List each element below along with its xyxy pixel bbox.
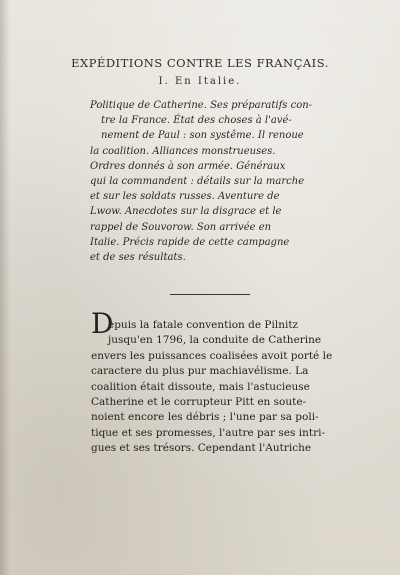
summary-line: qui la commandent : détails sur la marche — [90, 176, 305, 188]
summary-line: nement de Paul : son systême. Il renoue — [101, 130, 304, 142]
body-line: epuis la fatale convention de Pilnitz — [108, 319, 299, 331]
body-line: gues et ses trésors. Cependant l'Autriche — [91, 442, 312, 455]
summary-line: Ordres donnés à son armée. Généraux — [90, 160, 286, 172]
summary-line: et de ses résultats. — [90, 252, 186, 264]
chapter-summary — [90, 98, 340, 265]
summary-line: Politique de Catherine. Ses préparatifs con- — [90, 100, 313, 111]
summary-line: rappel de Souvorow. Son arrivée en — [90, 221, 272, 233]
body-line: noient encore les débris ; l'une par sa poli- — [91, 411, 319, 424]
summary-line: Italie. Précis rapide de cette campagne — [90, 236, 290, 248]
summary-line: tre la France. État des choses à l'avé- — [101, 115, 292, 127]
drop-cap: D — [91, 307, 114, 340]
body-line: envers les puissances coalisées avoit porté le — [91, 349, 333, 362]
summary-line: la coalition. Alliances monstrueuses. — [90, 145, 276, 157]
body-line: Catherine et le corrupteur Pitt en soute- — [91, 396, 307, 409]
body-line: coalition était dissoute, mais l'astucieuse — [91, 380, 310, 393]
body-line: caractere du plus pur machiavélisme. La — [91, 365, 309, 378]
chapter-heading: EXPÉDITIONS CONTRE LES FRANÇAIS. — [71, 56, 329, 70]
body-line: tique et ses promesses, l'autre par ses intri- — [91, 426, 325, 439]
section-divider — [170, 294, 250, 295]
body-line: jusqu'en 1796, la conduite de Catherine — [108, 334, 322, 347]
body-paragraph — [91, 318, 343, 457]
summary-line: Lwow. Anecdotes sur la disgrace et le — [90, 206, 282, 218]
section-subheading: I. En Italie. — [158, 76, 242, 87]
summary-line: et sur les soldats russes. Aventure de — [90, 191, 280, 203]
